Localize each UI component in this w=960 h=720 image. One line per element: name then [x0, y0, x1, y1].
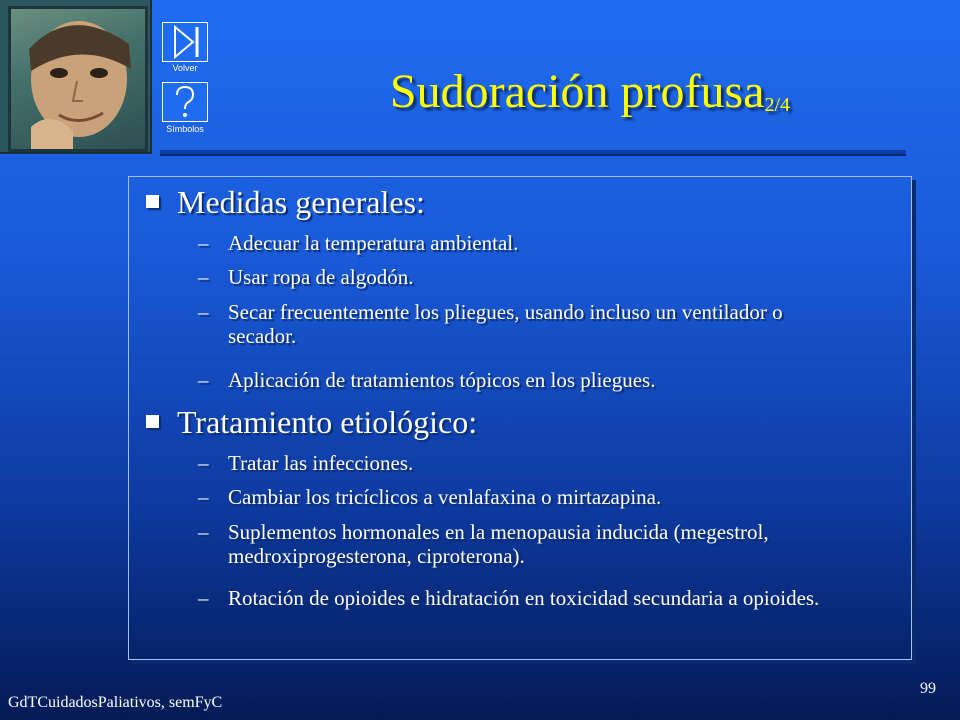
list-item	[198, 485, 888, 509]
list-item	[198, 520, 838, 568]
list-item-text: Usar ropa de algodón.	[228, 265, 414, 289]
square-bullet-icon	[146, 415, 159, 428]
section-heading-text: Medidas generales:	[177, 184, 425, 220]
dash-bullet-icon: –	[198, 300, 209, 324]
dash-bullet-icon: –	[198, 368, 209, 392]
back-label: Volver	[172, 63, 198, 73]
dash-bullet-icon: –	[198, 520, 209, 544]
dash-bullet-icon: –	[198, 265, 209, 289]
list-item-text: Aplicación de tratamientos tópicos en los pliegues.	[228, 368, 656, 392]
list-item	[198, 300, 818, 348]
list-item-text: Rotación de opioides e hidratación en toxicidad secundaria a opioides.	[228, 586, 820, 610]
symbols-button[interactable]	[162, 82, 208, 122]
list-item	[198, 451, 888, 475]
section-heading	[146, 184, 425, 221]
section-heading	[146, 404, 477, 441]
title-main: Sudoración profusa	[389, 65, 765, 118]
page-number: 99	[920, 680, 936, 697]
logo-painting	[0, 0, 152, 154]
list-item-text: Tratar las infecciones.	[228, 451, 414, 475]
slide-title	[300, 64, 880, 119]
face-illustration	[11, 9, 145, 149]
title-subscript: 2/4	[764, 94, 791, 116]
square-bullet-icon	[146, 195, 159, 208]
dash-bullet-icon: –	[198, 485, 209, 509]
back-button[interactable]	[162, 22, 208, 62]
dash-bullet-icon: –	[198, 451, 209, 475]
list-item-text: Secar frecuentemente los pliegues, usando incluso un ventilador o secador.	[228, 300, 783, 348]
list-item-text: Suplementos hormonales en la menopausia inducida (megestrol, medroxiprogesterona, ciproterona).	[228, 520, 769, 568]
play-next-icon	[163, 23, 207, 61]
footer-credit: GdTCuidadosPaliativos, semFyC	[8, 694, 223, 711]
painting-frame	[8, 6, 148, 152]
list-item-text: Adecuar la temperatura ambiental.	[228, 231, 519, 255]
dash-bullet-icon: –	[198, 231, 209, 255]
section-heading-text: Tratamiento etiológico:	[177, 404, 478, 440]
list-item	[198, 586, 888, 610]
list-item	[198, 231, 888, 255]
symbols-label: Símbolos	[166, 124, 204, 134]
question-mark-icon	[163, 83, 207, 121]
list-item-text: Cambiar los tricíclicos a venlafaxina o mirtazapina.	[228, 485, 662, 509]
dash-bullet-icon: –	[198, 586, 209, 610]
title-divider	[160, 150, 906, 154]
list-item	[198, 368, 888, 392]
list-item	[198, 265, 888, 289]
